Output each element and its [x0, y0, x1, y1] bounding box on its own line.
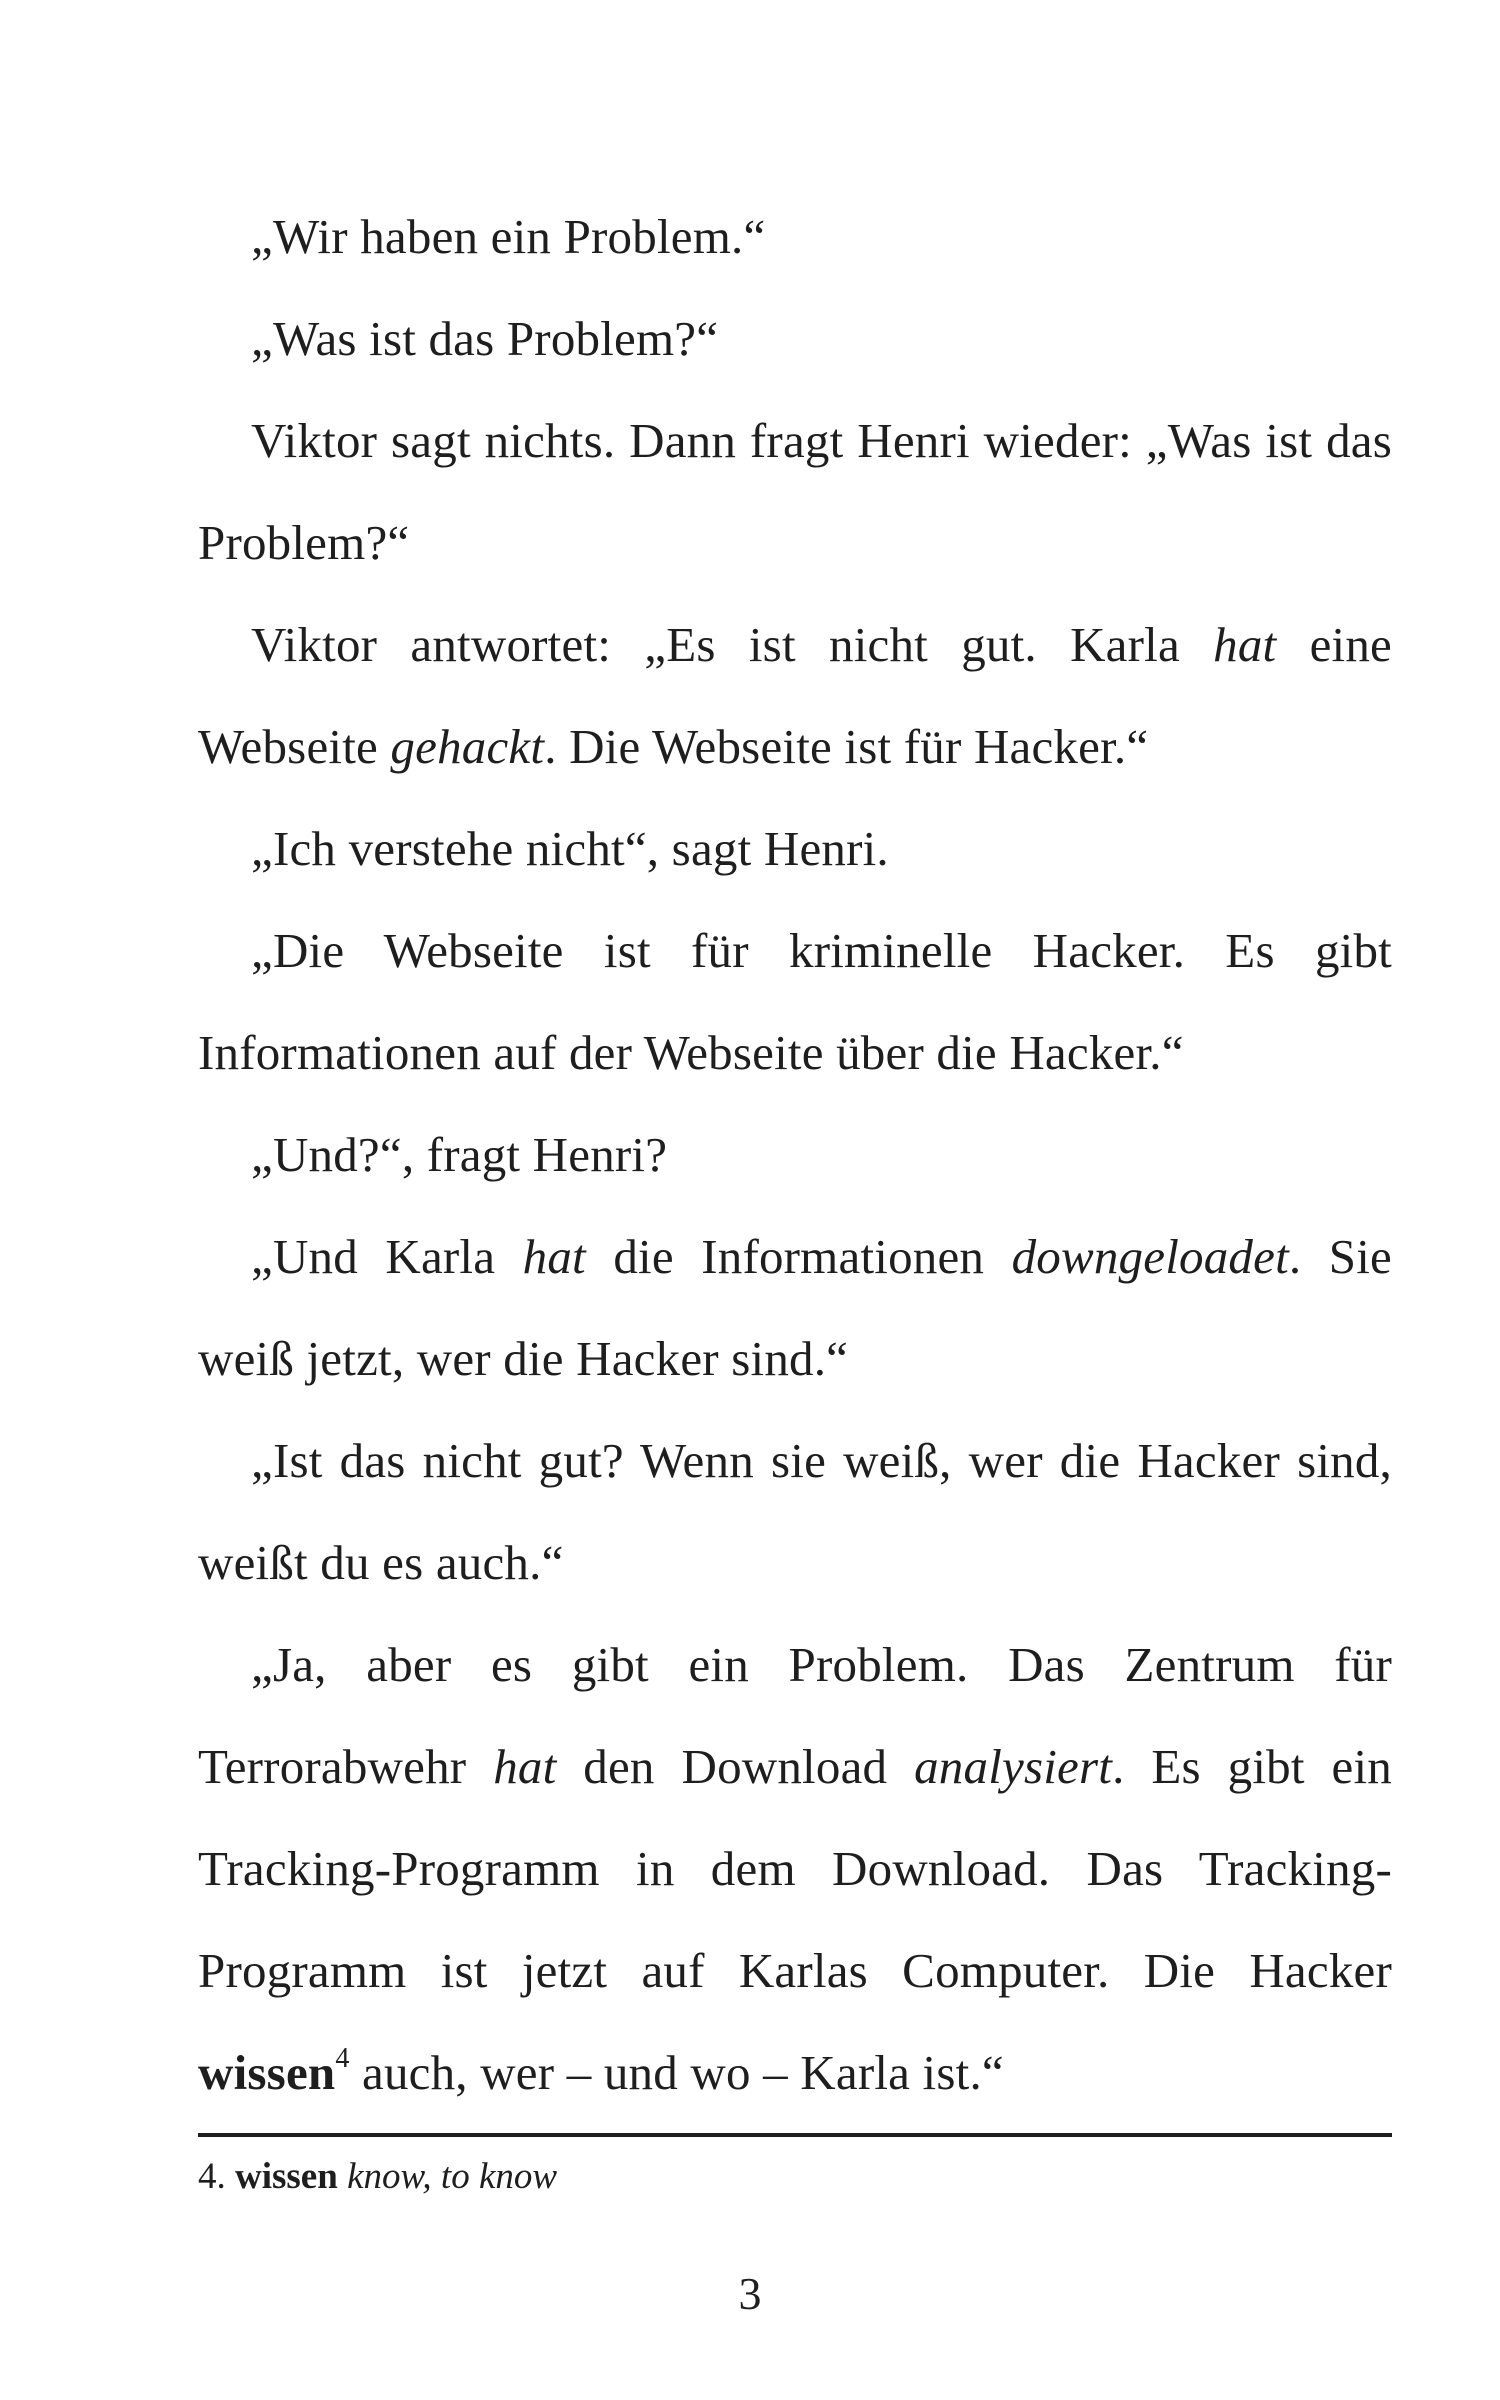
text-run: „Die Webseite ist für kriminelle Hacker. Es gibt Informationen auf der Webseite über die Hacker.“	[198, 923, 1392, 1080]
emphasized-text: hat	[1213, 617, 1277, 672]
text-run: „Und Karla	[251, 1229, 523, 1284]
footnote-reference: 4	[335, 2043, 350, 2074]
text-run: „Ja, aber es gibt ein Problem. Das Zentrum für Terrorabwehr	[198, 1637, 1392, 1794]
paragraph	[198, 186, 1392, 288]
paragraph	[198, 1206, 1392, 1410]
text-run: „Und?“, fragt Henri?	[251, 1127, 668, 1182]
text-run: die Informationen	[585, 1229, 1012, 1284]
footnote	[198, 2152, 557, 2202]
text-run: „Ich verstehe nicht“, sagt Henri.	[251, 821, 889, 876]
emphasized-text: analysiert	[914, 1739, 1113, 1794]
paragraph	[198, 390, 1392, 594]
paragraph	[198, 288, 1392, 390]
paragraph	[198, 900, 1392, 1104]
footnote-number: 4.	[198, 2156, 226, 2197]
emphasized-text: gehackt	[390, 719, 545, 774]
footnote-term: wissen	[235, 2156, 338, 2197]
text-run: Viktor sagt nichts. Dann fragt Henri wieder: „Was ist das Problem?“	[198, 413, 1392, 570]
footnote-translation: know, to know	[347, 2156, 558, 2197]
page-number: 3	[738, 2268, 762, 2319]
text-run: Viktor antwortet: „Es ist nicht gut. Karla	[251, 617, 1214, 672]
text-run: eine Webseite	[198, 617, 1392, 774]
text-run: . Die Webseite ist für Hacker.“	[544, 719, 1149, 774]
emphasized-text: hat	[493, 1739, 557, 1794]
paragraph	[198, 1104, 1392, 1206]
paragraph	[198, 798, 1392, 900]
text-run: „Ist das nicht gut? Wenn sie weiß, wer die Hacker sind, weißt du es auch.“	[198, 1433, 1392, 1590]
paragraph	[198, 594, 1392, 798]
paragraph	[198, 1614, 1392, 2124]
emphasized-text: hat	[522, 1229, 586, 1284]
bold-term: wissen	[198, 2045, 336, 2100]
text-run: . Es gibt ein Tracking-Programm in dem Download. Das Tracking-Programm ist jetzt auf Karlas Computer. Die Hacker	[198, 1739, 1393, 1998]
body-text	[198, 186, 1392, 2124]
emphasized-text: downgeloadet	[1011, 1229, 1289, 1284]
text-run: „Wir haben ein Problem.“	[251, 209, 766, 264]
footnote-divider	[198, 2133, 1392, 2137]
text-run: auch, wer – und wo – Karla ist.“	[349, 2045, 1004, 2100]
paragraph	[198, 1410, 1392, 1614]
text-run: . Sie weiß jetzt, wer die Hacker sind.“	[198, 1229, 1393, 1386]
text-run: „Was ist das Problem?“	[251, 311, 719, 366]
text-run: den Download	[556, 1739, 915, 1794]
